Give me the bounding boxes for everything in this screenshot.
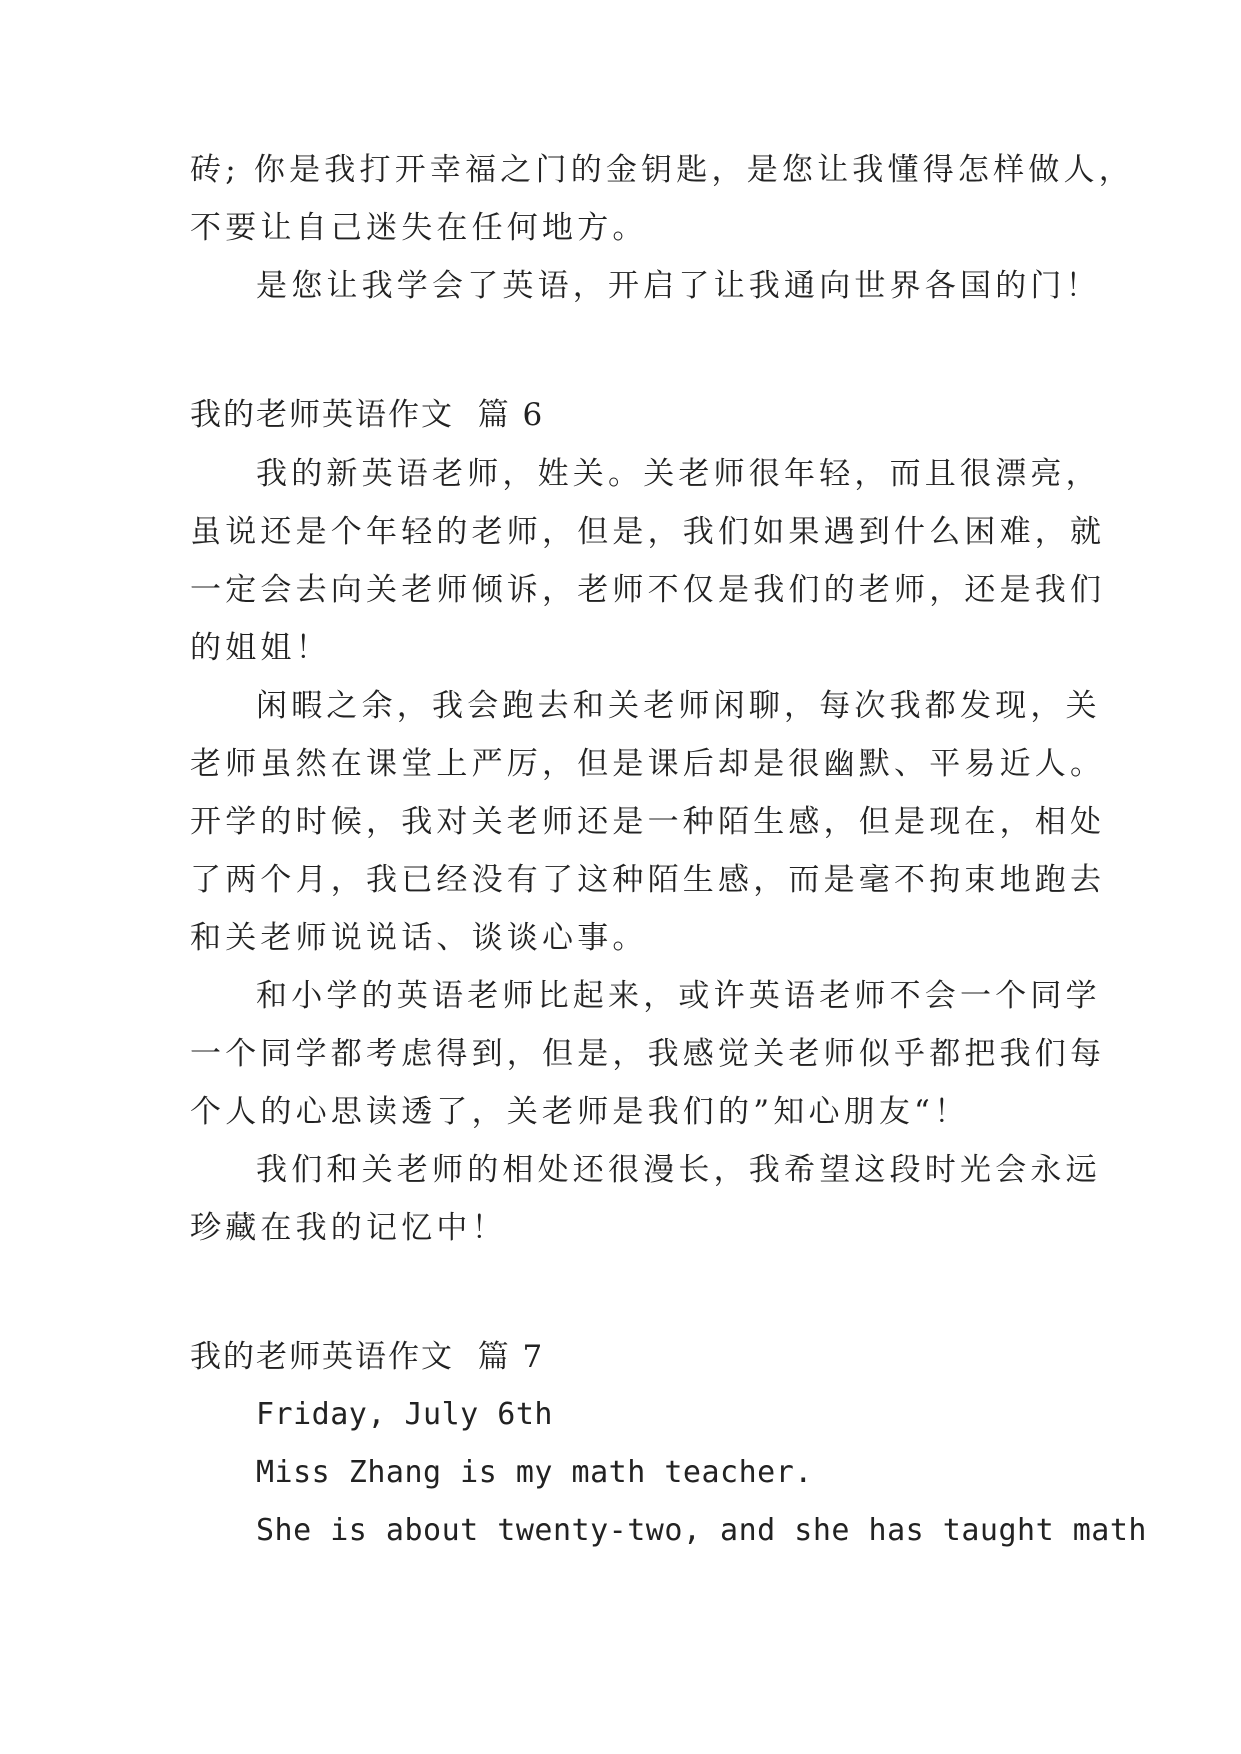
paragraph-line: 个人的心思读透了，关老师是我们的”知心朋友“！ bbox=[190, 1094, 970, 1130]
paragraph-line: 开学的时候，我对关老师还是一种陌生感，但是现在，相处 bbox=[190, 804, 1106, 840]
paragraph-line: 和关老师说说话、谈谈心事。 bbox=[190, 920, 648, 956]
paragraph-line: 的姐姐！ bbox=[190, 630, 331, 666]
paragraph-line: 珍藏在我的记忆中！ bbox=[190, 1210, 507, 1246]
paragraph-line: 我的新英语老师，姓关。关老师很年轻，而且很漂亮， bbox=[256, 456, 1101, 492]
paragraph-line: 了两个月，我已经没有了这种陌生感，而是毫不拘束地跑去 bbox=[190, 862, 1106, 898]
paragraph-line: Miss Zhang is my math teacher. bbox=[256, 1455, 813, 1490]
paragraph-line: She is about twenty-two, and she has taught math bbox=[256, 1513, 1147, 1548]
paragraph-line: 和小学的英语老师比起来，或许英语老师不会一个同学 bbox=[256, 978, 1101, 1014]
paragraph-line: 闲暇之余，我会跑去和关老师闲聊，每次我都发现，关 bbox=[256, 688, 1101, 724]
paragraph-line: 一个同学都考虑得到，但是，我感觉关老师似乎都把我们每 bbox=[190, 1036, 1106, 1072]
paragraph-line: 老师虽然在课堂上严厉，但是课后却是很幽默、平易近人。 bbox=[190, 746, 1106, 782]
paragraph-line: 一定会去向关老师倾诉，老师不仅是我们的老师，还是我们 bbox=[190, 572, 1106, 608]
paragraph-line: 是您让我学会了英语，开启了让我通向世界各国的门！ bbox=[256, 268, 1101, 304]
paragraph-line: 我们和关老师的相处还很漫长，我希望这段时光会永远 bbox=[256, 1152, 1101, 1188]
section-heading: 我的老师英语作文 篇 6 bbox=[190, 397, 545, 433]
paragraph-line: 虽说还是个年轻的老师，但是，我们如果遇到什么困难，就 bbox=[190, 514, 1106, 550]
paragraph-line: 不要让自己迷失在任何地方。 bbox=[190, 210, 648, 246]
section-heading: 我的老师英语作文 篇 7 bbox=[190, 1339, 545, 1375]
paragraph-line: Friday, July 6th bbox=[256, 1397, 553, 1432]
paragraph-line: 砖; 你是我打开幸福之门的金钥匙，是您让我懂得怎样做人， bbox=[190, 152, 1134, 188]
